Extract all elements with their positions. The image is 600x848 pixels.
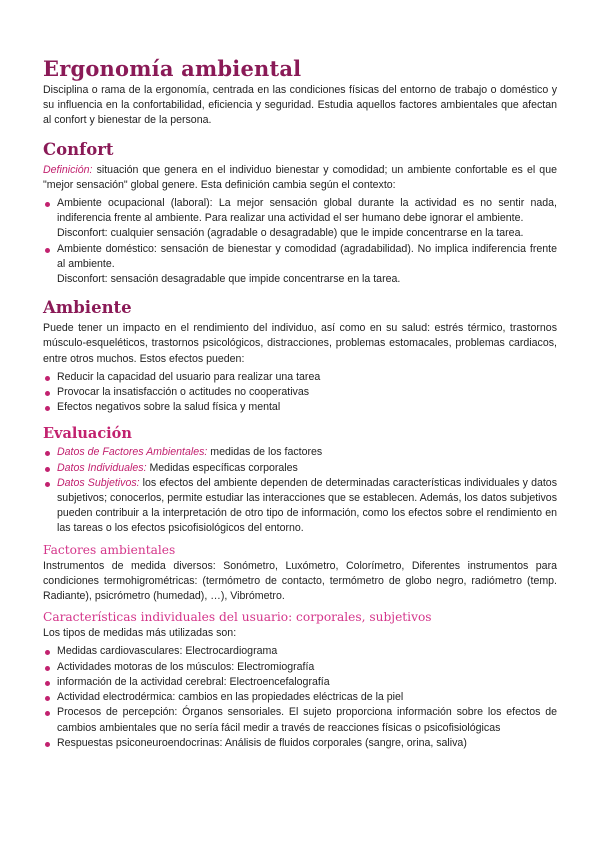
definition-label: Definición:	[43, 163, 93, 176]
bullet-icon	[45, 248, 50, 253]
subsection-heading-factores: Factores ambientales	[43, 542, 176, 557]
list-item: Ambiente doméstico: sensación de bienestar y comodidad (agradabilidad). No implica indiferencia frente al ambiente. Disconfort: sensación desagradable que impide concentrarse en la tarea.	[43, 242, 557, 288]
bullet-icon	[45, 711, 50, 716]
caracteristicas-paragraph: Los tipos de medidas más utilizadas son:	[43, 627, 237, 640]
caracteristicas-list	[43, 644, 557, 750]
bullet-icon	[45, 696, 50, 701]
subsection-heading-caracteristicas: Características individuales del usuario: corporales, subjetivos	[43, 610, 432, 625]
evaluacion-list	[43, 445, 557, 536]
section-heading-ambiente: Ambiente	[43, 298, 132, 318]
list-item: Procesos de percepción: Órganos sensoriales. El sujeto proporciona información sobre los efectos de cambios ambientales que no sería fácil medir a través de reacciones físicas o psicofisiológicas	[43, 705, 557, 735]
ambiente-paragraph: Puede tener un impacto en el rendimiento del individuo, así como en su salud: estrés térmico, trastornos músculo-esqueléticos, trastornos psicológicos, distracciones, problemas estomacales, problemas cardiacos, entre otros muchos. Estos efectos pueden:	[43, 322, 557, 365]
bullet-icon	[45, 742, 50, 747]
section-heading-evaluacion: Evaluación	[43, 425, 132, 443]
bullet-icon	[45, 666, 50, 671]
bullet-icon	[45, 451, 50, 456]
definition-text: situación que genera en el individuo bienestar y comodidad; un ambiente confortable es el que "mejor sensación" global genere. Esta definición cambia según el contexto:	[43, 163, 557, 191]
bullet-icon	[45, 467, 50, 472]
confort-list	[43, 196, 557, 287]
bullet-icon	[45, 391, 50, 396]
list-item: Actividades motoras de los músculos: Electromiografía	[43, 660, 557, 675]
bullet-icon	[45, 202, 50, 207]
section-heading-confort: Confort	[43, 139, 114, 159]
list-item: Respuestas psiconeuroendocrinas: Análisis de fluidos corporales (sangre, orina, saliva)	[43, 736, 557, 751]
list-item: Ambiente ocupacional (laboral): La mejor sensación global durante la actividad es no sentir nada, indiferencia frente al ambiente. Para realizar una actividad el ser humano debe ignorar el ambiente. Disconfort: cualquier sensación (agradable o desagradable) que le impide concentrarse en la tarea.	[43, 196, 557, 242]
list-item: Efectos negativos sobre la salud física y mental	[43, 400, 557, 415]
ambiente-list	[43, 370, 557, 416]
intro-paragraph: Disciplina o rama de la ergonomía, centrada en las condiciones físicas del entorno de trabajo o doméstico y su influencia en la confortabilidad, eficiencia y seguridad. Estudia aquellos factores ambientales que afectan al confort y bienestar de la persona.	[43, 84, 557, 127]
list-item: Reducir la capacidad del usuario para realizar una tarea	[43, 370, 557, 385]
list-item: información de la actividad cerebral: Electroencefalografía	[43, 675, 557, 690]
list-item: Provocar la insatisfacción o actitudes no cooperativas	[43, 385, 557, 400]
factores-paragraph: Instrumentos de medida diversos: Sonómetro, Luxómetro, Colorímetro, Diferentes instrumentos para condiciones termohigrométricas: (termómetro de contacto, termómetro de globo negro, radiómetro (temp. Radiante), psicrómetro (humedad), …), Vibrómetro.	[43, 559, 557, 603]
bullet-icon	[45, 650, 50, 655]
bullet-icon	[45, 406, 50, 411]
list-item: Actividad electrodérmica: cambios en las propiedades eléctricas de la piel	[43, 690, 557, 705]
list-item: Medidas cardiovasculares: Electrocardiograma	[43, 644, 557, 659]
list-item: Datos de Factores Ambientales: medidas de los factores	[43, 445, 557, 460]
list-item: Datos Individuales: Medidas específicas corporales	[43, 461, 557, 476]
disconfort-note: Disconfort: sensación desagradable que impide concentrarse en la tarea.	[57, 273, 401, 286]
bullet-icon	[45, 482, 50, 487]
confort-definition	[43, 163, 557, 193]
bullet-icon	[45, 681, 50, 686]
disconfort-note: Disconfort: cualquier sensación (agradable o desagradable) que le impide concentrarse en la tarea.	[57, 227, 524, 240]
bullet-icon	[45, 376, 50, 381]
page-title: Ergonomía ambiental	[43, 56, 302, 81]
list-item: Datos Subjetivos: los efectos del ambiente dependen de determinadas características individuales y datos subjetivos; conocerlos, permite estudiar las interacciones que se establecen. Además, los datos subjetivos pueden contribuir a la interpretación de otro tipo de información, como los efectos sobre el rendimiento en las tareas o los efectos psicofisiológicos del entorno.	[43, 476, 557, 537]
